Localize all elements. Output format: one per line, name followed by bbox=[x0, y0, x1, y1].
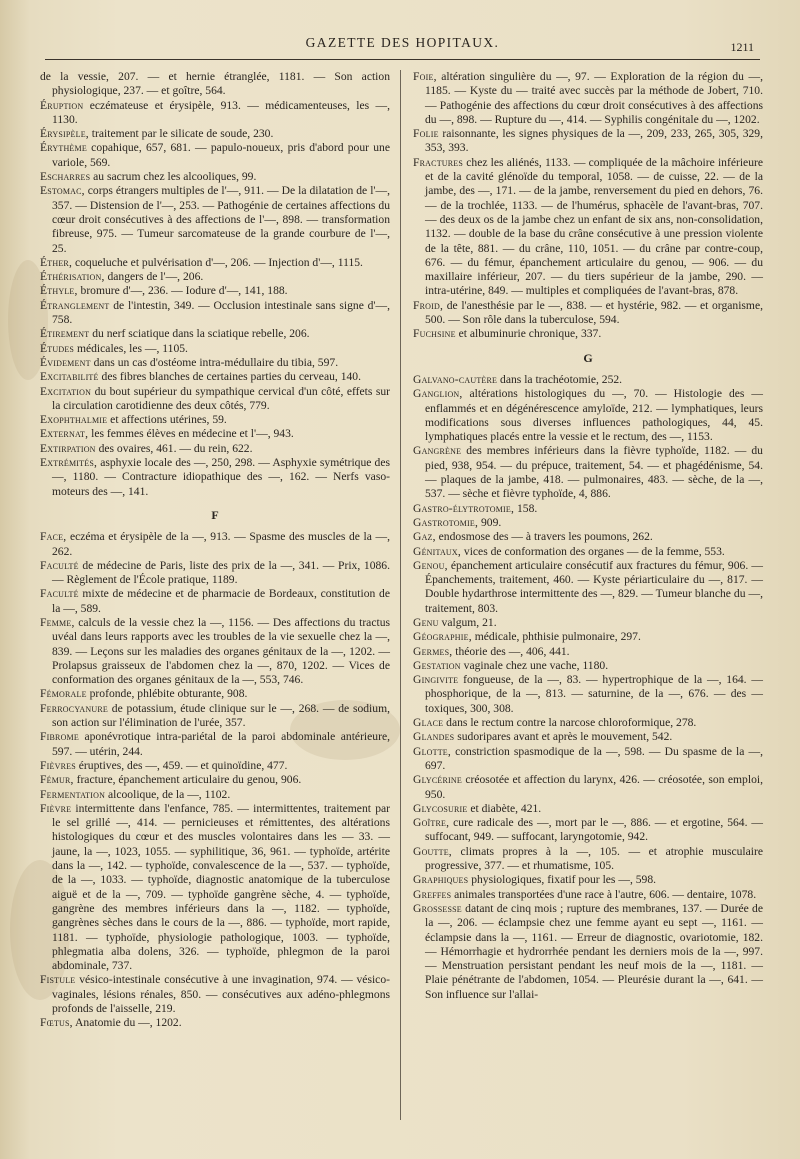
index-entry bbox=[413, 888, 763, 902]
entry-text: altération singulière du —, 97. — Exploration de la région du —, 1185. — Kyste du — traité avec succès par la méthode de Jobert, 710. — Pathogénie des affections du cœur droit consécutives à des affections du —, 898. — Rupture du —, 414. — Syphilis congénitale du —, 1202. bbox=[425, 70, 763, 126]
entry-text: vices de conformation des organes — de la femme, 553. bbox=[463, 544, 725, 558]
entry-text: alcoolique, de la —, 1102. bbox=[108, 787, 231, 801]
index-entry bbox=[413, 816, 763, 845]
right-column bbox=[413, 70, 763, 1002]
entry-heading: Fractures bbox=[413, 155, 464, 169]
entry-text: Anatomie du —, 1202. bbox=[75, 1016, 182, 1030]
index-entry bbox=[40, 256, 390, 270]
entry-heading: Froid, bbox=[413, 298, 444, 312]
entry-heading: Extrémités, bbox=[40, 456, 98, 470]
index-entry bbox=[40, 730, 390, 759]
entry-text: constriction spasmodique de la —, 598. — Du spasme de la —, 697. bbox=[425, 744, 763, 772]
index-entry bbox=[413, 559, 763, 616]
entry-heading: Gestation bbox=[413, 658, 461, 672]
index-entry bbox=[40, 616, 390, 687]
index-entry bbox=[413, 616, 763, 630]
entry-text: au sacrum chez les alcooliques, 99. bbox=[93, 170, 257, 184]
entry-text: copahique, 657, 681. — papulo-noueux, pris d'abord pour une variole, 569. bbox=[52, 141, 391, 169]
entry-heading: Foie, bbox=[413, 70, 437, 83]
index-entry bbox=[40, 530, 390, 559]
entry-text: créosotée et affection du larynx, 426. — créosotée, son emploi, 950. bbox=[425, 773, 763, 801]
entry-text: climats propres à la —, 105. — et atrophie musculaire progressive, 377. — et rhumatisme, 105. bbox=[425, 844, 763, 873]
entry-text: des ovaires, 461. — du rein, 622. bbox=[98, 441, 253, 455]
index-entry bbox=[413, 745, 763, 774]
entry-heading: Étranglement bbox=[40, 298, 110, 312]
index-entry bbox=[413, 373, 763, 387]
index-entry bbox=[40, 788, 390, 802]
index-entry bbox=[40, 456, 390, 499]
entry-heading: Goutte, bbox=[413, 844, 452, 858]
entry-heading: Graphiques bbox=[413, 873, 469, 887]
entry-heading: Grossesse bbox=[413, 901, 462, 915]
page-number: 1211 bbox=[730, 40, 754, 54]
index-entry bbox=[40, 759, 390, 773]
entry-text: éruptives, des —, 459. — et quinoïdine, 477. bbox=[78, 758, 288, 772]
entry-heading: Genou, bbox=[413, 558, 448, 572]
section-letter: F bbox=[211, 507, 219, 522]
index-entry bbox=[40, 370, 390, 384]
index-entry bbox=[413, 156, 763, 299]
entry-heading: Faculté bbox=[40, 587, 79, 601]
entry-heading: Gastrotomie, bbox=[413, 515, 479, 529]
entry-text: de l'anesthésie par le —, 838. — et hystérie, 982. — et organisme, 500. — Son rôle dans la tuberculose, 594. bbox=[425, 298, 763, 327]
entry-text: dans la trachéotomie, 252. bbox=[500, 372, 623, 386]
entry-text: dangers de l'—, 206. bbox=[107, 270, 204, 284]
entry-heading: Ferrocyanure bbox=[40, 701, 108, 715]
entry-heading: Études bbox=[40, 341, 75, 355]
running-title: GAZETTE DES HOPITAUX. bbox=[305, 35, 500, 50]
entry-text: dans le rectum contre la narcose chloroformique, 278. bbox=[446, 716, 697, 730]
entry-heading: Éthérisation, bbox=[40, 270, 105, 284]
index-entry bbox=[40, 587, 390, 616]
entry-heading: Géographie, bbox=[413, 630, 472, 644]
index-entry bbox=[40, 70, 390, 99]
index-entry bbox=[413, 387, 763, 444]
index-entry bbox=[40, 413, 390, 427]
entry-heading: Érythème bbox=[40, 141, 87, 155]
entry-text: médicale, phthisie pulmonaire, 297. bbox=[474, 630, 641, 644]
entry-text: asphyxie locale des —, 250, 298. — Asphyxie symétrique des —, 1180. — Contracture idiopathique des —, 162. — Nerfs vaso-moteurs des —, 141. bbox=[52, 456, 390, 498]
index-entry bbox=[40, 356, 390, 370]
entry-heading: Érysipèle, bbox=[40, 127, 89, 141]
index-entry bbox=[40, 442, 390, 456]
entry-text: du nerf sciatique dans la sciatique rebelle, 206. bbox=[92, 327, 310, 341]
entry-text: valgum, 21. bbox=[441, 615, 497, 629]
entry-text: de médecine de Paris, liste des prix de la —, 341. — Prix, 1086. — Règlement de l'École pratique, 1189. bbox=[52, 558, 391, 587]
index-entry bbox=[413, 127, 763, 156]
entry-text: vésico-intestinale consécutive à une invagination, 974. — vésico-vaginales, lésions rénales, 850. — consécutives aux adéno-phlegmons profonds de l'aisselle, 219. bbox=[52, 973, 390, 1015]
entry-heading: Fistule bbox=[40, 973, 76, 987]
entry-text: les femmes élèves en médecine et l'—, 943. bbox=[91, 427, 294, 441]
entry-text: raisonnante, les signes physiques de la —, 209, 233, 265, 305, 329, 353, 393. bbox=[425, 127, 763, 155]
entry-text: des fibres blanches de certaines parties du cerveau, 140. bbox=[101, 370, 361, 384]
index-entry bbox=[413, 299, 763, 328]
entry-text: et albuminurie chronique, 337. bbox=[458, 327, 602, 341]
entry-text: profonde, phlébite obturante, 908. bbox=[89, 687, 248, 701]
index-entry bbox=[413, 730, 763, 744]
entry-text: et affections utérines, 59. bbox=[110, 413, 227, 427]
entry-text: eczémateuse et érysipèle, 913. — médicamenteuses, les —, 1130. bbox=[52, 98, 391, 126]
index-entry bbox=[40, 327, 390, 341]
entry-heading: Gastro-élytrotomie, bbox=[413, 501, 515, 515]
index-entry bbox=[40, 385, 390, 414]
entry-heading: Glotte, bbox=[413, 744, 451, 758]
index-entry bbox=[413, 645, 763, 659]
entry-text: de l'intestin, 349. — Occlusion intestinale sans signe d'—, 758. bbox=[52, 298, 390, 327]
index-entry bbox=[413, 773, 763, 802]
entry-text: datant de cinq mois ; rupture des membranes, 137. — Durée de la —, 206. — éclampsie chez une femme ayant eu sept —, 1161. — éclampsie dans la —, 1161. — Erreur de diagnostic, ovariotomie, 182. — Hémorrhagie et hydrorrhée pendant les derniers mois de la —, 997. — Menstruation persistant pendant les neuf mois de la —, 1181. — Plaie pénétrante de l'abdomen, 1054. — Pleurésie durant la —, 641. — Son influence sur l'allai- bbox=[425, 901, 763, 1001]
entry-heading: Évidement bbox=[40, 355, 91, 369]
entry-text: de la vessie, 207. — et hernie étranglée, 1181. — Son action physiologique, 237. — et goître, 564. bbox=[40, 70, 390, 98]
index-entry bbox=[413, 502, 763, 516]
entry-heading: Génitaux, bbox=[413, 544, 461, 558]
index-entry bbox=[40, 99, 390, 128]
entry-heading: Face, bbox=[40, 530, 67, 544]
entry-heading: Gingivite bbox=[413, 673, 459, 687]
entry-heading: Étirement bbox=[40, 327, 90, 341]
index-entry bbox=[413, 716, 763, 730]
entry-heading: Gaz, bbox=[413, 530, 436, 544]
entry-text: aponévrotique intra-pariétal de la paroi abdominale antérieure, 597. — utérin, 244. bbox=[52, 730, 390, 758]
entry-text: bromure d'—, 236. — Iodure d'—, 141, 188. bbox=[80, 284, 288, 298]
index-entry bbox=[40, 773, 390, 787]
entry-heading: Éthyle, bbox=[40, 284, 78, 298]
index-entry bbox=[40, 702, 390, 731]
entry-heading: Goître, bbox=[413, 816, 450, 830]
left-column bbox=[40, 70, 390, 1031]
entry-heading: Germes, bbox=[413, 644, 453, 658]
entry-heading: Externat, bbox=[40, 427, 89, 441]
index-entry bbox=[40, 141, 390, 170]
entry-heading: Glandes bbox=[413, 730, 455, 744]
section-letter: G bbox=[583, 350, 593, 365]
entry-text: mixte de médecine et de pharmacie de Bordeaux, constitution de la —, 589. bbox=[52, 587, 390, 615]
column-divider bbox=[400, 70, 401, 1120]
index-entry bbox=[40, 342, 390, 356]
entry-heading: Greffes bbox=[413, 887, 452, 901]
entry-heading: Faculté bbox=[40, 558, 79, 572]
entry-heading: Glycosurie bbox=[413, 801, 468, 815]
index-entry bbox=[413, 630, 763, 644]
index-entry bbox=[40, 1016, 390, 1030]
entry-text: épanchement articulaire consécutif aux fractures du fémur, 906. — Épanchements, traitement, 460. — Kyste périarticulaire du —, 817. — Double hydarthrose intermittente des —, 829. — Tumeur blanche du —, traitement, 803. bbox=[425, 558, 763, 615]
entry-heading: Escharres bbox=[40, 170, 91, 184]
index-entry bbox=[40, 973, 390, 1016]
entry-heading: Estomac, bbox=[40, 184, 85, 198]
index-entry bbox=[413, 659, 763, 673]
entry-heading: Glycérine bbox=[413, 773, 462, 787]
entry-text: physiologiques, fixatif pour les —, 598. bbox=[471, 873, 657, 887]
index-entry bbox=[40, 427, 390, 441]
entry-heading: Exophthalmie bbox=[40, 413, 108, 427]
entry-text: 909. bbox=[481, 515, 502, 529]
index-entry bbox=[40, 184, 390, 255]
entry-text: fongueuse, de la —, 83. — hypertrophique de la —, 164. — phosphorique, de la —, 813. — saturnine, de la —, 676. — des — toxiques, 300, 308. bbox=[425, 673, 763, 715]
index-entry bbox=[413, 902, 763, 1002]
entry-text: traitement par le silicate de soude, 230. bbox=[91, 127, 274, 141]
entry-heading: Fermentation bbox=[40, 787, 106, 801]
index-entry bbox=[413, 516, 763, 530]
entry-heading: Fœtus, bbox=[40, 1016, 73, 1030]
entry-text: des membres inférieurs dans la fièvre typhoïde, 1182. — du pied, 938, 954. — du prépuce, traitement, 54. — et phagédénisme, 54. — plaques de la jambe, 418. — pulmonaires, 483. — sèche, de la —, 537. — sèche et fièvre typhoïde, 4, 886. bbox=[425, 444, 763, 501]
index-entry bbox=[413, 545, 763, 559]
entry-text: médicales, les —, 1105. bbox=[76, 341, 188, 355]
index-entry bbox=[413, 70, 763, 127]
entry-text: fracture, épanchement articulaire du genou, 906. bbox=[76, 773, 302, 787]
entry-text: théorie des —, 406, 441. bbox=[455, 644, 570, 658]
index-entry bbox=[413, 802, 763, 816]
index-entry bbox=[40, 170, 390, 184]
index-entry bbox=[413, 873, 763, 887]
entry-heading: Fémorale bbox=[40, 687, 87, 701]
entry-text: corps étrangers multiples de l'—, 911. — De la dilatation de l'—, 357. — Distension de l'—, 253. — Pathogénie de certaines affections du cœur droit consécutives à des affections de l'—, 898. — transformation fibreuse, 975. — Tumeur sarcomateuse de la grande courbure de l'—, 25. bbox=[52, 184, 390, 255]
index-entry bbox=[40, 270, 390, 284]
entry-heading: Extirpation bbox=[40, 441, 96, 455]
page-header bbox=[45, 33, 760, 60]
index-entry bbox=[413, 673, 763, 716]
entry-heading: Fibrome bbox=[40, 730, 79, 744]
entry-heading: Éruption bbox=[40, 98, 84, 112]
index-entry bbox=[413, 327, 763, 341]
index-entry bbox=[40, 559, 390, 588]
entry-heading: Fuchsine bbox=[413, 327, 456, 341]
index-entry bbox=[40, 284, 390, 298]
entry-heading: Femme, bbox=[40, 615, 75, 629]
entry-text: coqueluche et pulvérisation d'—, 206. — Injection d'—, 1115. bbox=[74, 255, 363, 269]
entry-text: intermittente dans l'enfance, 785. — intermittentes, traitement par le sel grillé —, 414. — pernicieuses et rémittentes, des altérations histologiques du cœur et des muscles volontaires dans les — 33. — jaune, la —, 1023, 1055. — syphilitique, 36, 961. — typhoïde, artérite dans la —, 142. — typhoïde, convalescence de la —, 537. — typhoïde, de la —, 1033. — typhoïde, diagnostic anatomique de la tuberculose aiguë et de la —, 709. — typhoïde gangrène sèche, 4. — typhoïde, gangrène des membres inférieurs dans la —, 1182. — typhoïde, gangrènes sèches dans le cours de la —, 886. — typhoïde, mort rapide, 1181. — typhoïde, physiologie pathologique, 1003. — typhoïde, phlegmatia alba dolens, 326. — typhoïde, phlegmon de la paroi abdominale, 737. bbox=[52, 801, 390, 973]
index-entry bbox=[413, 845, 763, 874]
entry-heading: Gangrène bbox=[413, 444, 462, 458]
entry-text: et diabète, 421. bbox=[470, 801, 542, 815]
entry-heading: Excitabilité bbox=[40, 370, 99, 384]
entry-text: endosmose des — à travers les poumons, 262. bbox=[438, 530, 653, 544]
entry-text: vaginale chez une vache, 1180. bbox=[463, 658, 609, 672]
entry-text: altérations histologiques du —, 70. — Histologie des — enflammés et en dégénérescence amyloïde, 212. — lymphatiques, leurs modifications sous diverses influences pathologiques, 44, 45. lymphatiques placés entre la vessie et le rectum, des —, 1153. bbox=[425, 387, 763, 444]
index-entry bbox=[40, 299, 390, 328]
entry-heading: Genu bbox=[413, 615, 439, 629]
entry-text: du bout supérieur du sympathique cervical d'un côté, effets sur la circulation carotidienne des deux côtés, 779. bbox=[52, 384, 390, 412]
entry-heading: Ganglion, bbox=[413, 387, 463, 401]
entry-heading: Galvano-cautère bbox=[413, 372, 498, 386]
index-entry bbox=[40, 127, 390, 141]
index-entry bbox=[413, 444, 763, 501]
entry-text: cure radicale des —, mort par le —, 886. — et ergotine, 564. — suffocant, 949. — suffocant, laryngotomie, 942. bbox=[425, 816, 763, 844]
entry-heading: Éther, bbox=[40, 255, 73, 269]
entry-text: dans un cas d'ostéome intra-médullaire du tibia, 597. bbox=[93, 355, 339, 369]
index-entry bbox=[40, 802, 390, 974]
entry-heading: Fémur, bbox=[40, 773, 74, 787]
entry-heading: Excitation bbox=[40, 384, 92, 398]
entry-text: de potassium, étude clinique sur le —, 268. — de sodium, son action sur l'élimination de l'urée, 357. bbox=[52, 701, 390, 730]
entry-text: calculs de la vessie chez la —, 1156. — Des affections du tractus uvéal dans leurs rapports avec les troubles de la vie sexuelle chez la —, 839. — Leçons sur les maladies des organes génitaux de la —, 1202. — Prolapsus graisseux de l'abdomen chez la —, 870, 1202. — Vices de conformation des organes génitaux de la —, 553, 746. bbox=[52, 615, 390, 687]
index-entry bbox=[40, 687, 390, 701]
entry-heading: Fièvres bbox=[40, 758, 76, 772]
entry-text: 158. bbox=[517, 501, 538, 515]
index-entry bbox=[413, 530, 763, 544]
entry-heading: Glace bbox=[413, 716, 444, 730]
entry-text: eczéma et érysipèle de la —, 913. — Spasme des muscles de la —, 262. bbox=[52, 530, 390, 558]
entry-heading: Fièvre bbox=[40, 801, 72, 815]
entry-heading: Folie bbox=[413, 127, 439, 141]
entry-text: chez les aliénés, 1133. — compliquée de la mâchoire inférieure et de la cavité glénoïde du temporal, 1058. — de cuisse, 22. — de la jambe, des —, 171. — de la jambe, renversement du pied en dehors, 76. — de la trochlée, 1133. — de l'humérus, sphacèle de l'avant-bras, 707. — des deux os de la jambe chez un enfant de six ans, non-consolidation, 1132. — double de la base du crâne consécutive à une pression violente de la tête, 881. — du crâne, 110, 1051. — du crâne par contre-coup, 676. — du fémur, épanchement articulaire du genou, — 906. — du maxillaire inférieur, 207. — du tiers supérieur de la jambe, 290. — intra-utérine, 849. — multiples et compliquées de l'avant-bras, 878. bbox=[425, 155, 763, 298]
entry-text: sudoripares avant et après le mouvement, 542. bbox=[457, 730, 673, 744]
entry-text: animales transportées d'une race à l'autre, 606. — dentaire, 1078. bbox=[454, 887, 757, 901]
